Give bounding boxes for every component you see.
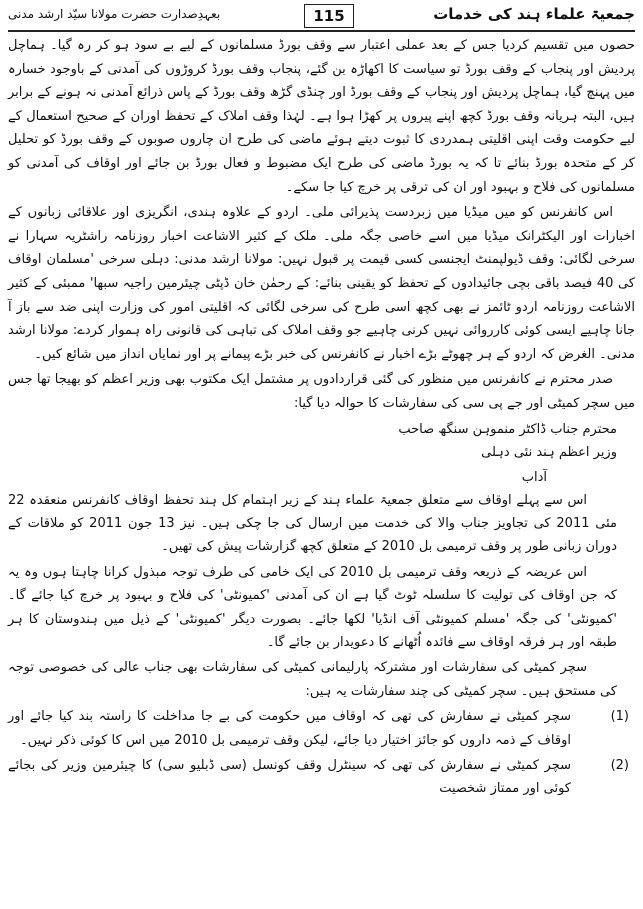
header-chapter-title: بعہدِصدارت حضرت مولانا سیّد ارشد مدنی [8,7,221,21]
item-number: (2) [610,757,629,773]
address-office: وزیر اعظم ہند نئی دہلی [481,444,617,460]
paragraph: حصوں میں تقسیم کردیا جس کے بعد عملی اعتبار سے وقف بورڈ مسلمانوں کے لیے بے سود ہو کر رہ گیا۔ ہماچل پردیش اور پنجاب کے وقف بورڈ تو سیاست کا اکھاڑہ بن گئے، پنجاب وقف بورڈ کروڑوں کی آمدنی کے باوجود خسارہ میں پہنچ گیا، ہماچل پردیش اور پنجاب کے وقف بورڈ اور چنڈی گڑھ وقف بورڈ کے پاس ذرائع آمدنی نہ ہونے کے برابر ہیں، البتہ ہریانہ وقف بورڈ کچھ اپنے پیروں پر کھڑا ہوا ہے۔ لہٰذا وقف املاک کے تحفظ اوران کے صحیح استعمال کے لیے حکومت وقت اپنی اقلیتی ہمدردی کا ثبوت دیتے ہوئے ماضی کی طرح ان چاروں صوبوں کے وقف بورڈ کو تحلیل کر کے متحدہ بورڈ بنائے تا کہ یہ بورڈ ماضی کی طرح ایک مضبوط و فعال بورڈ بن جائے اور اوقاف کی آمدنی کو مسلمانوں کی فلاح و بہبود اور ان کی ترقی پر خرچ کیا جا سکے۔ [8,38,635,195]
recommendation-item [8,705,635,752]
page-body [8,34,635,803]
header-book-title: جمعیۃ علماء ہند کی خدمات [433,5,635,23]
item-text: سچر کمیٹی نے سفارش کی تھی کہ اوقاف میں حکومت کی بے جا مداخلت کا راستہ بند کیا جائے اور اوقاف کے ذمہ داروں کو جائز اختیار دیا جائے، لیکن وقف ترمیمی بل 2010 میں اس کا کوئی ذکر نہیں۔ [8,709,571,748]
page-number: 115 [304,4,354,28]
item-text: سچر کمیٹی نے سفارش کی تھی کہ سینٹرل وقف کونسل (سی ڈبلیو سی) کا چیئرمین وزیر کی بجائے کوئی اور ممتاز شخصیت [8,757,571,797]
paragraph: صدر محترم نے کانفرنس میں منظور کی گئی قراردادوں پر مشتمل ایک مکتوب بھی وزیر اعظم کو بھیجا تھا جس میں سچر کمیٹی اور جے پی سی کی سفارشات کا حوالہ دیا گیا: [8,372,635,411]
address-recipient: محترم جناب ڈاکٹر منموہن سنگھ صاحب [398,421,617,437]
letter-paragraph: اس سے پہلے اوقاف سے متعلق جمعیۃ علماء ہند کے زیر اہتمام کل ہند تحفظ اوقاف کانفرنس منعقدہ 22 مئی 2011 کی تجاویز جناب والا کی خدمت میں ارسال کی جا چکی ہیں۔ نیز 13 جون 2011 کو ملاقات کے دوران زبانی طور پر وقف ترمیمی بل 2010 کے متعلق کچھ گزارشات پیش کی تھیں۔ [8,492,617,555]
letter-address [8,418,635,464]
page-header [8,4,635,32]
letter-paragraph: اس عریضہ کے ذریعہ وقف ترمیمی بل 2010 کی ایک خامی کی طرف توجہ مبذول کرانا چاہتا ہوں وہ یہ کہ جن اوقاف کی تولیت کا سلسلہ ٹوٹ گیا ہے ان کی آمدنی 'کمیونٹی' کی فلاح و بہبود پر خرچ کیا جائے گا۔ 'کمیونٹی' کی جگہ 'مسلم کمیونٹی آف انڈیا' لکھا جائے۔ بصورت دیگر 'کمیونٹی' کے ذیل میں ہندوستان کا ہر طبقہ اور ہر فرقہ اوقاف سے فائدہ اُٹھانے کا دعویدار بن جائے گا۔ [8,564,617,650]
paragraph: اس کانفرنس کو میں میڈیا میں زبردست پذیرائی ملی۔ اردو کے علاوہ ہندی، انگریزی اور علاقائی زبانوں کے اخبارات اور الیکٹرانک میڈیا میں اسے خاصی جگہ ملی۔ ملک کے کثیر الاشاعت اخبار روزنامہ راشٹریہ سہارا نے سرخی لگائی: وقف ڈیولپمنٹ ایجنسی کسی قیمت پر قبول نہیں: مولانا ارشد مدنی: دہلی سرخی 'مسلمان اوقاف کی 40 فیصد باقی بچی جائیدادوں کے تحفظ کو یقینی بنائے: کے رحمٰن خان ڈپٹی چیئرمین راجیہ سبھا' ممبئی کے کثیر الاشاعت روزنامہ اردو ٹائمز نے بھی کچھ اسی طرح کی سرخی لگائی کہ اقلیتی امور کی وزارت اپنی ضد سے باز آ جانا چاہیے ایسی کوئی کارروائی نہیں کرنی چاہیے جو وقف املاک کی تباہی کی قانونی راہ ہموار کردے: مولانا ارشد مدنی۔ الغرض کہ اردو کے ہر چھوٹے بڑے اخبار نے کانفرنس کی خبر بڑے پیمانے پر اور نمایاں انداز میں شائع کیں۔ [8,205,635,362]
letter-paragraph: سچر کمیٹی کی سفارشات اور مشترکہ پارلیمانی کمیٹی کی سفارشات بھی جناب عالی کی خصوصی توجہ کی مستحق ہیں۔ سچر کمیٹی کی چند سفارشات یہ ہیں: [8,660,617,699]
recommendation-item [8,754,635,801]
letter-greeting: آداب [521,469,547,485]
item-number: (1) [610,709,629,725]
